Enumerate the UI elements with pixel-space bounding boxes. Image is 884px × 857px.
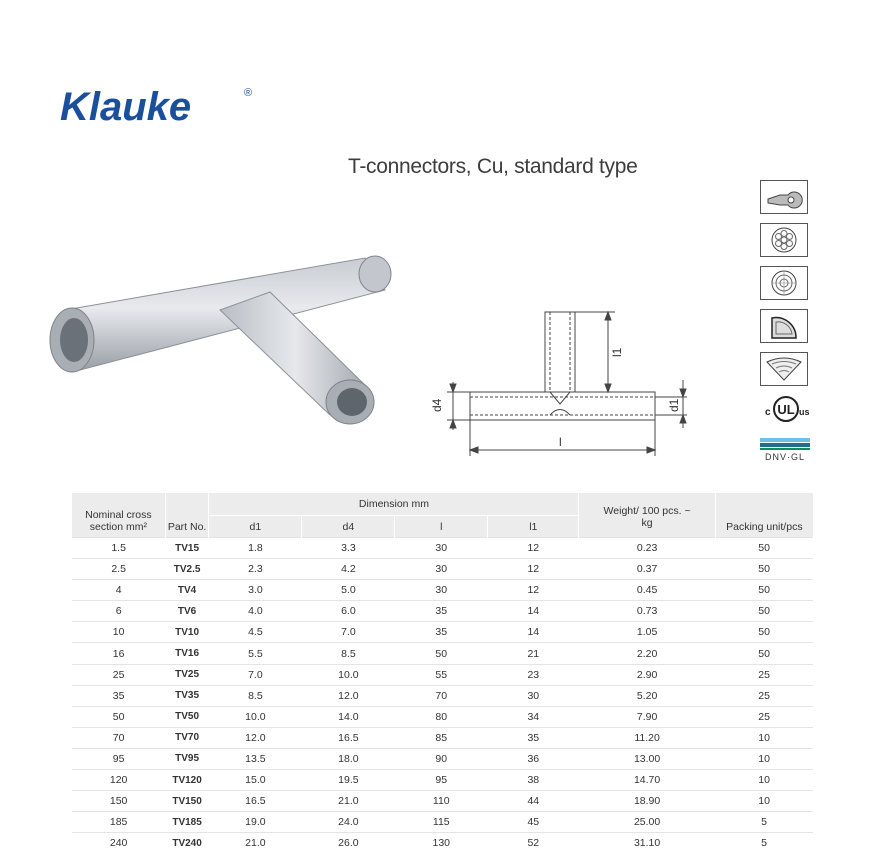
cell-l: 110 [395, 791, 488, 812]
cell-part: TV6 [165, 601, 209, 622]
cell-d1: 13.5 [209, 748, 302, 769]
cell-d4: 7.0 [302, 622, 395, 643]
header-d4: d4 [302, 516, 395, 538]
cell-weight: 7.90 [579, 706, 715, 727]
cell-nominal: 1.5 [72, 538, 165, 559]
cell-d1: 5.5 [209, 643, 302, 664]
cell-nominal: 70 [72, 727, 165, 748]
cell-d4: 18.0 [302, 748, 395, 769]
stranded-conductor-round-icon [760, 223, 808, 257]
cell-part: TV185 [165, 812, 209, 833]
cell-d1: 2.3 [209, 559, 302, 580]
dnv-gl-logo [760, 438, 810, 462]
table-row [72, 706, 813, 727]
ul-c-text: c [765, 407, 771, 418]
ul-us-text: us [799, 407, 810, 417]
compact-conductor-round-icon [760, 266, 808, 300]
cell-d1: 15.0 [209, 770, 302, 791]
dnv-gl-text: DNV·GL [764, 452, 805, 462]
cell-part: TV120 [165, 770, 209, 791]
table-row [72, 559, 813, 580]
cell-packing: 50 [715, 559, 813, 580]
cable-lug-icon [760, 180, 808, 214]
cell-l: 50 [395, 643, 488, 664]
cell-l1: 12 [488, 559, 579, 580]
cell-d4: 26.0 [302, 833, 395, 854]
specification-table [72, 493, 813, 853]
cell-l1: 36 [488, 748, 579, 769]
header-nominal: Nominal cross section mm² [72, 493, 165, 538]
cell-l1: 30 [488, 685, 579, 706]
cell-d1: 4.0 [209, 601, 302, 622]
registered-mark: ® [244, 87, 253, 99]
cell-packing: 50 [715, 643, 813, 664]
cell-weight: 11.20 [579, 727, 715, 748]
cell-l1: 45 [488, 812, 579, 833]
cell-nominal: 10 [72, 622, 165, 643]
page-title: T-connectors, Cu, standard type [348, 155, 638, 178]
cell-part: TV35 [165, 685, 209, 706]
cell-packing: 25 [715, 685, 813, 706]
cell-d4: 10.0 [302, 664, 395, 685]
cell-weight: 25.00 [579, 812, 715, 833]
cell-d4: 3.3 [302, 538, 395, 559]
cell-packing: 10 [715, 770, 813, 791]
cell-l1: 12 [488, 538, 579, 559]
logo-wordmark: Klauke [60, 85, 192, 129]
cell-d4: 24.0 [302, 812, 395, 833]
cell-d4: 14.0 [302, 706, 395, 727]
ul-logo-text: UL [777, 402, 795, 417]
dim-label-l1: l1 [610, 347, 624, 357]
cell-l: 30 [395, 559, 488, 580]
klauke-logo [60, 82, 260, 130]
cell-d1: 16.5 [209, 791, 302, 812]
feature-icons [760, 180, 812, 462]
cell-d4: 8.5 [302, 643, 395, 664]
header-part: Part No. [165, 493, 209, 538]
sector-conductor-icon [760, 309, 808, 343]
header-packing: Packing unit/pcs [715, 493, 813, 538]
cell-packing: 50 [715, 601, 813, 622]
product-photo [40, 230, 410, 430]
header-l: l [395, 516, 488, 538]
cell-weight: 14.70 [579, 770, 715, 791]
table-row [72, 791, 813, 812]
cell-weight: 2.90 [579, 664, 715, 685]
cell-d4: 12.0 [302, 685, 395, 706]
cell-part: TV16 [165, 643, 209, 664]
cell-weight: 18.90 [579, 791, 715, 812]
cell-packing: 5 [715, 812, 813, 833]
header-d1: d1 [209, 516, 302, 538]
cell-part: TV2.5 [165, 559, 209, 580]
table-row [72, 622, 813, 643]
cell-nominal: 240 [72, 833, 165, 854]
table-row [72, 601, 813, 622]
cell-packing: 50 [715, 622, 813, 643]
cell-l1: 38 [488, 770, 579, 791]
cell-weight: 31.10 [579, 833, 715, 854]
cell-weight: 1.05 [579, 622, 715, 643]
cell-d1: 21.0 [209, 833, 302, 854]
cell-nominal: 95 [72, 748, 165, 769]
cell-d1: 4.5 [209, 622, 302, 643]
cell-nominal: 50 [72, 706, 165, 727]
table-row [72, 643, 813, 664]
table-row [72, 770, 813, 791]
cell-l: 90 [395, 748, 488, 769]
cell-d1: 3.0 [209, 580, 302, 601]
cell-part: TV4 [165, 580, 209, 601]
table-row [72, 727, 813, 748]
cell-d1: 19.0 [209, 812, 302, 833]
table-row [72, 685, 813, 706]
cell-l: 35 [395, 622, 488, 643]
cell-part: TV70 [165, 727, 209, 748]
table-row [72, 812, 813, 833]
cell-l: 55 [395, 664, 488, 685]
dim-label-d1: d1 [667, 398, 681, 412]
cell-nominal: 25 [72, 664, 165, 685]
cell-l: 130 [395, 833, 488, 854]
cell-packing: 50 [715, 538, 813, 559]
cell-d1: 1.8 [209, 538, 302, 559]
table-row [72, 833, 813, 854]
table-row [72, 538, 813, 559]
cell-l1: 34 [488, 706, 579, 727]
cell-d1: 10.0 [209, 706, 302, 727]
cell-l1: 21 [488, 643, 579, 664]
cell-nominal: 6 [72, 601, 165, 622]
cell-weight: 5.20 [579, 685, 715, 706]
cell-d4: 21.0 [302, 791, 395, 812]
cell-nominal: 2.5 [72, 559, 165, 580]
cell-l1: 14 [488, 622, 579, 643]
cell-packing: 25 [715, 706, 813, 727]
cell-l1: 52 [488, 833, 579, 854]
cell-packing: 50 [715, 580, 813, 601]
dim-label-l: l [559, 435, 562, 449]
cell-packing: 25 [715, 664, 813, 685]
cell-nominal: 185 [72, 812, 165, 833]
cell-packing: 5 [715, 833, 813, 854]
cell-part: TV15 [165, 538, 209, 559]
cell-l1: 14 [488, 601, 579, 622]
cell-packing: 10 [715, 791, 813, 812]
cell-d4: 4.2 [302, 559, 395, 580]
cell-d4: 19.5 [302, 770, 395, 791]
cell-weight: 0.73 [579, 601, 715, 622]
cell-l1: 23 [488, 664, 579, 685]
ul-certification-icon [760, 395, 812, 423]
cell-l: 115 [395, 812, 488, 833]
dim-label-d4: d4 [430, 398, 444, 412]
table-row [72, 580, 813, 601]
cell-l1: 12 [488, 580, 579, 601]
sector-stranded-conductor-icon [760, 352, 808, 386]
specification-rows [72, 538, 813, 854]
cell-d4: 16.5 [302, 727, 395, 748]
header-l1: l1 [488, 516, 579, 538]
cell-l: 70 [395, 685, 488, 706]
table-row [72, 664, 813, 685]
technical-drawing [425, 300, 695, 470]
cell-d1: 8.5 [209, 685, 302, 706]
cell-nominal: 150 [72, 791, 165, 812]
header-dimension-group: Dimension mm [209, 493, 579, 516]
cell-packing: 10 [715, 748, 813, 769]
cell-d1: 7.0 [209, 664, 302, 685]
cell-part: TV240 [165, 833, 209, 854]
cell-l: 95 [395, 770, 488, 791]
cell-l: 85 [395, 727, 488, 748]
cell-packing: 10 [715, 727, 813, 748]
cell-part: TV10 [165, 622, 209, 643]
cell-d1: 12.0 [209, 727, 302, 748]
cell-nominal: 16 [72, 643, 165, 664]
cell-l: 30 [395, 580, 488, 601]
cell-l: 35 [395, 601, 488, 622]
cell-l1: 44 [488, 791, 579, 812]
cell-l: 80 [395, 706, 488, 727]
cell-d4: 5.0 [302, 580, 395, 601]
cell-part: TV150 [165, 791, 209, 812]
cell-part: TV25 [165, 664, 209, 685]
cell-l1: 35 [488, 727, 579, 748]
cell-part: TV50 [165, 706, 209, 727]
cell-weight: 13.00 [579, 748, 715, 769]
cell-weight: 0.45 [579, 580, 715, 601]
cell-weight: 0.37 [579, 559, 715, 580]
cell-nominal: 120 [72, 770, 165, 791]
cell-part: TV95 [165, 748, 209, 769]
table-row [72, 748, 813, 769]
cell-nominal: 4 [72, 580, 165, 601]
dnv-gl-stripes [760, 438, 810, 450]
cell-l: 30 [395, 538, 488, 559]
header-weight: Weight/ 100 pcs. ~ kg [579, 493, 715, 538]
cell-weight: 0.23 [579, 538, 715, 559]
cell-d4: 6.0 [302, 601, 395, 622]
cell-nominal: 35 [72, 685, 165, 706]
cell-weight: 2.20 [579, 643, 715, 664]
